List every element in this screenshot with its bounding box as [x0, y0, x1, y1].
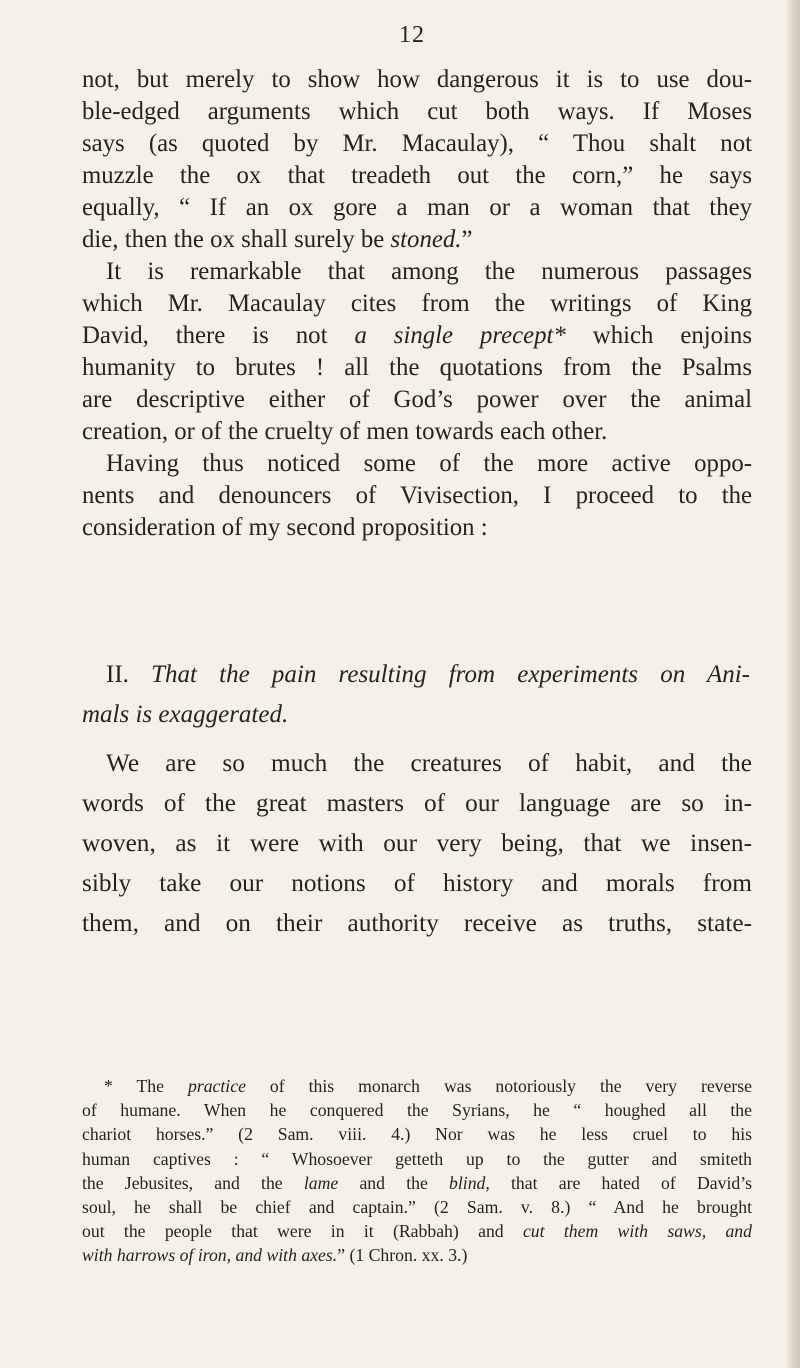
text-segment: David, there is not — [82, 322, 355, 349]
emphasis-text: cut them with saws, and — [522, 1221, 752, 1242]
emphasis-text: stoned. — [390, 226, 462, 253]
heading-text: mals is exaggerated. — [82, 701, 289, 728]
emphasis-text: lame — [303, 1172, 339, 1193]
emphasis-text: with harrows of iron, and with axes. — [82, 1245, 338, 1266]
heading-line — [82, 695, 750, 735]
text-line: creation, or of the cruelty of men towards each other. — [82, 418, 608, 445]
text-segment: the Jebusites, and the — [82, 1172, 304, 1193]
text-line: are descriptive either of God’s power over the animal — [82, 386, 752, 413]
text-segment: and the — [338, 1172, 450, 1193]
text-line: humanity to brutes ! all the quotations from the Psalms — [82, 354, 752, 381]
paragraph-2 — [82, 256, 752, 448]
text-line — [82, 320, 752, 352]
text-line: not, but merely to show how dangerous it is to use dou- — [82, 66, 752, 93]
text-segment: which enjoins — [565, 322, 752, 349]
footnote-line — [82, 1219, 752, 1243]
text-segment: that are hated of David’s — [489, 1172, 752, 1193]
heading-text: That the pain resulting from experiments on Ani- — [151, 661, 750, 688]
footnote-line: chariot horses.” (2 Sam. viii. 4.) Nor was he less cruel to his — [82, 1124, 752, 1145]
text-line: consideration of my second proposition : — [82, 514, 488, 541]
text-line: words of the great masters of our language are so in- — [82, 789, 752, 817]
footnote — [82, 1074, 752, 1268]
footnote-line — [82, 1171, 752, 1195]
paragraph-3 — [82, 448, 752, 544]
emphasis-text: a single precept* — [354, 322, 566, 349]
heading-line — [82, 655, 750, 695]
text-line: says (as quoted by Mr. Macaulay), “ Thou shalt not — [82, 130, 752, 157]
text-line: ble-edged arguments which cut both ways. If Moses — [82, 98, 752, 125]
text-line: nents and denouncers of Vivisection, I proceed to the — [82, 482, 752, 509]
text-line: which Mr. Macaulay cites from the writings of King — [82, 290, 752, 317]
section-heading — [82, 655, 750, 735]
text-line: equally, “ If an ox gore a man or a woman that they — [82, 194, 752, 221]
emphasis-text: practice — [187, 1076, 246, 1096]
text-line: them, and on their authority receive as truths, state- — [82, 909, 752, 937]
page-edge-shadow — [786, 0, 800, 1368]
text-line: It is remarkable that among the numerous passages — [106, 258, 752, 285]
footnote-line — [82, 1243, 752, 1267]
paragraph-1 — [82, 64, 752, 256]
emphasis-text: blind, — [449, 1172, 490, 1193]
text-line: We are so much the creatures of habit, and the — [106, 749, 752, 777]
section-numeral: II. — [106, 661, 129, 688]
footnote-line: of humane. When he conquered the Syrians, he “ houghed all the — [82, 1100, 752, 1121]
text-line: muzzle the ox that treadeth out the corn,” he says — [82, 162, 752, 189]
text-segment: of this monarch was notoriously the very reverse — [245, 1076, 752, 1096]
paragraph-4 — [82, 743, 752, 943]
text-segment: * The — [104, 1076, 188, 1096]
text-line — [82, 224, 752, 256]
footnote-line: human captives : “ Whosoever getteth up to the gutter and smiteth — [82, 1148, 752, 1169]
text-line: sibly take our notions of history and morals from — [82, 869, 752, 897]
page-number: 12 — [399, 22, 425, 48]
footnote-line — [82, 1074, 752, 1098]
text-segment: out the people that were in it (Rabbah) and — [82, 1221, 523, 1242]
text-segment: ” (1 Chron. xx. 3.) — [337, 1245, 468, 1266]
text-segment: die, then the ox shall surely be — [82, 226, 391, 253]
main-text-block — [82, 64, 752, 544]
text-segment: ” — [461, 226, 473, 253]
footnote-line: soul, he shall be chief and captain.” (2 Sam. v. 8.) “ And he brought — [82, 1197, 752, 1218]
text-line: woven, as it were with our very being, that we insen- — [82, 829, 752, 857]
text-line: Having thus noticed some of the more active oppo- — [106, 450, 752, 477]
